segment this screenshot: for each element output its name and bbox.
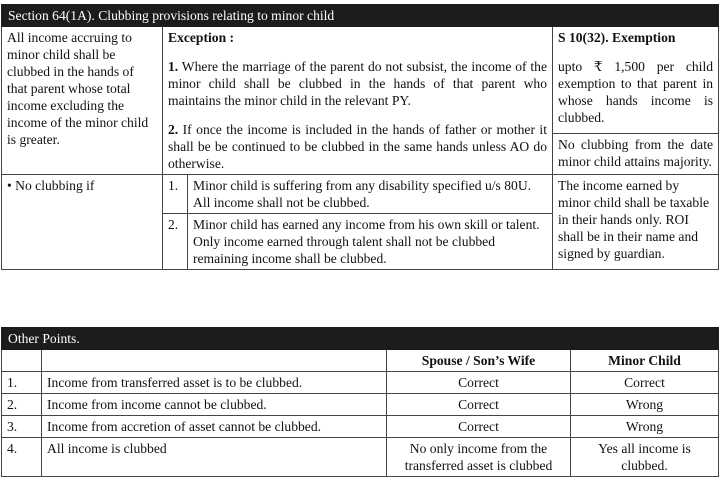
exemption-text: upto ₹ 1,500 per child exemption to that parent in whose hands income is clubbed. <box>558 59 714 125</box>
table-row <box>2 438 719 477</box>
row-minor: Yes all income is clubbed. <box>571 438 719 477</box>
no-clubbing-right-text: The income earned by minor child shall be taxable in their hands only. ROI shall be in their name and signed by guardian. <box>553 175 719 270</box>
no-clubbing-item-1-text: Minor child is suffering from any disability specified u/s 80U. All income shall not be clubbed. <box>188 175 553 214</box>
header-minor: Minor Child <box>571 350 719 372</box>
row-spouse: Correct <box>387 394 571 416</box>
exception-point-1: 1. Where the marriage of the parent do not subsist, the income of the minor child shall be clubbed in the hands of that parent who maintains the minor child in the relevant PY. <box>168 59 547 108</box>
row-desc: Income from transferred asset is to be clubbed. <box>42 372 387 394</box>
row-spouse: Correct <box>387 372 571 394</box>
row-num: 1. <box>2 372 42 394</box>
row-minor: Wrong <box>571 394 719 416</box>
table-row <box>2 372 719 394</box>
no-clubbing-label: • No clubbing if <box>2 175 163 270</box>
majority-cell: No clubbing from the date minor child attains majority. <box>553 134 719 175</box>
row-desc: Income from accretion of asset cannot be clubbed. <box>42 416 387 438</box>
row-spouse: No only income from the transferred asset is clubbed <box>387 438 571 477</box>
section-64-1a-title: Section 64(1A). Clubbing provisions relating to minor child <box>2 5 719 27</box>
minor-child-clubbing-table <box>1 4 719 270</box>
table-row <box>2 416 719 438</box>
row-minor: Correct <box>571 372 719 394</box>
general-rule-cell: All income accruing to minor child shall be clubbed in the hands of that parent whose total income excluding the income of the minor child is greater. <box>2 27 163 175</box>
no-clubbing-item-2-num: 2. <box>163 214 188 270</box>
other-points-table <box>1 327 719 477</box>
header-spouse: Spouse / Son’s Wife <box>387 350 571 372</box>
row-minor: Wrong <box>571 416 719 438</box>
exemption-heading: S 10(32). Exemption <box>558 30 676 45</box>
no-clubbing-item-2-text: Minor child has earned any income from his own skill or talent. Only income earned through talent shall not be clubbed remaining income shall be clubbed. <box>188 214 553 270</box>
row-num: 4. <box>2 438 42 477</box>
header-num-cell <box>2 350 42 372</box>
row-num: 3. <box>2 416 42 438</box>
exception-point-2: 2. If once the income is included in the hands of father or mother it shall be be continued to be clubbed in the same hands unless AO do otherwise. <box>168 122 547 171</box>
row-spouse: Correct <box>387 416 571 438</box>
row-num: 2. <box>2 394 42 416</box>
row-desc: All income is clubbed <box>42 438 387 477</box>
row-desc: Income from income cannot be clubbed. <box>42 394 387 416</box>
exemption-cell <box>553 27 719 134</box>
no-clubbing-item-1-num: 1. <box>163 175 188 214</box>
header-desc-cell <box>42 350 387 372</box>
exception-cell <box>163 27 553 175</box>
table-row <box>2 394 719 416</box>
exception-heading: Exception : <box>168 30 235 45</box>
other-points-title: Other Points. <box>2 328 719 350</box>
